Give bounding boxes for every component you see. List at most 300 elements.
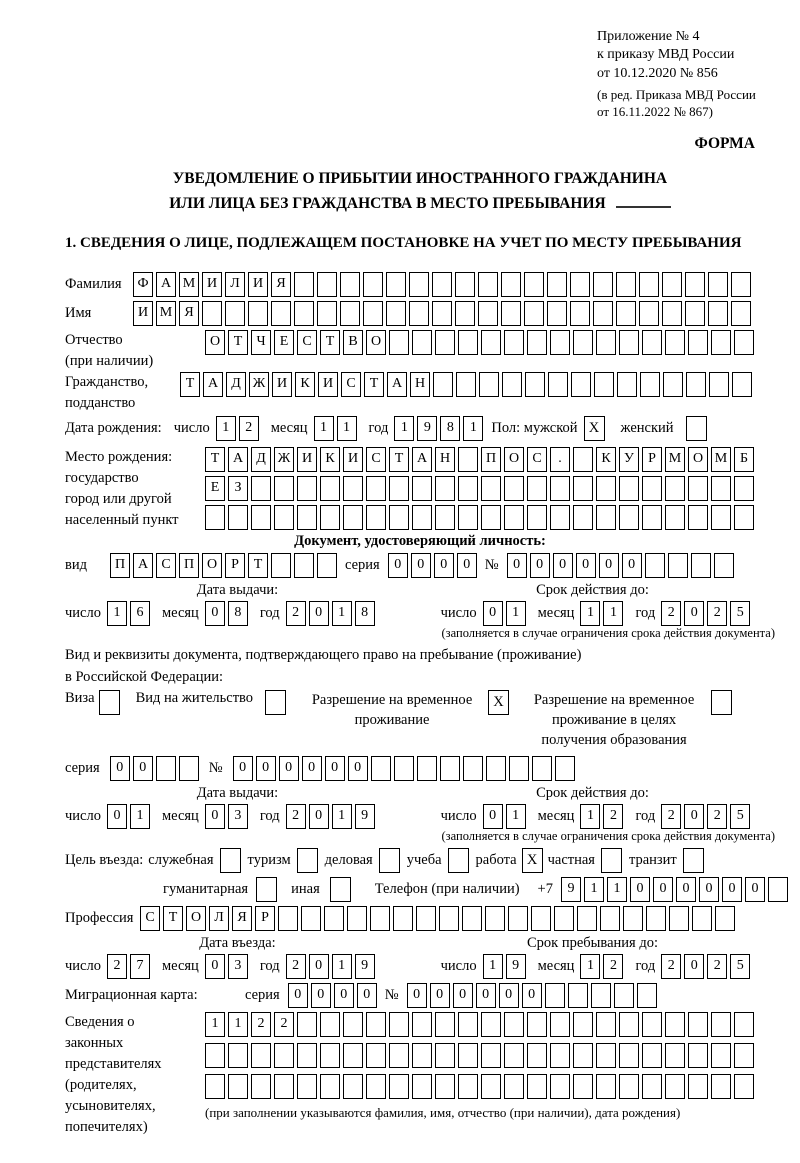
char-box[interactable] — [389, 1012, 409, 1037]
char-box[interactable] — [711, 476, 731, 501]
char-box[interactable]: Н — [410, 372, 430, 397]
char-box[interactable]: 9 — [417, 416, 437, 441]
char-box[interactable] — [619, 1012, 639, 1037]
char-box[interactable] — [455, 272, 475, 297]
char-box[interactable]: Н — [435, 447, 455, 472]
char-box[interactable] — [734, 476, 754, 501]
char-box[interactable]: 0 — [745, 877, 765, 902]
char-box[interactable] — [251, 505, 271, 530]
char-box[interactable] — [271, 553, 291, 578]
char-box[interactable] — [504, 1043, 524, 1068]
char-box[interactable] — [363, 272, 383, 297]
char-box[interactable]: 0 — [325, 756, 345, 781]
char-box[interactable] — [637, 983, 657, 1008]
char-box[interactable]: 2 — [286, 804, 306, 829]
char-box[interactable]: С — [366, 447, 386, 472]
char-box[interactable]: Т — [228, 330, 248, 355]
char-box[interactable] — [688, 1043, 708, 1068]
char-box[interactable] — [324, 906, 344, 931]
char-box[interactable]: В — [343, 330, 363, 355]
char-box[interactable] — [412, 476, 432, 501]
char-box[interactable] — [734, 1012, 754, 1037]
char-box[interactable] — [525, 372, 545, 397]
char-box[interactable]: 0 — [522, 983, 542, 1008]
char-box[interactable] — [570, 301, 590, 326]
char-box[interactable]: 5 — [730, 804, 750, 829]
char-box[interactable] — [547, 272, 567, 297]
char-box[interactable]: 1 — [394, 416, 414, 441]
char-box[interactable] — [363, 301, 383, 326]
char-box[interactable]: С — [527, 447, 547, 472]
char-box[interactable]: 0 — [553, 553, 573, 578]
char-box[interactable] — [527, 476, 547, 501]
char-box[interactable] — [642, 476, 662, 501]
char-box[interactable]: 5 — [730, 601, 750, 626]
char-box[interactable]: А — [156, 272, 176, 297]
char-box[interactable]: К — [596, 447, 616, 472]
char-box[interactable] — [320, 505, 340, 530]
char-box[interactable]: 0 — [576, 553, 596, 578]
char-box[interactable] — [731, 272, 751, 297]
char-box[interactable] — [320, 476, 340, 501]
char-box[interactable] — [481, 1043, 501, 1068]
char-box[interactable] — [665, 330, 685, 355]
char-box[interactable]: 0 — [279, 756, 299, 781]
char-box[interactable] — [665, 1043, 685, 1068]
char-box[interactable]: И — [343, 447, 363, 472]
char-box[interactable]: 9 — [355, 954, 375, 979]
char-box[interactable] — [711, 1012, 731, 1037]
char-box[interactable] — [568, 983, 588, 1008]
char-box[interactable] — [366, 1012, 386, 1037]
char-box[interactable] — [600, 906, 620, 931]
char-box[interactable] — [481, 505, 501, 530]
char-box[interactable] — [251, 476, 271, 501]
char-box[interactable]: 2 — [661, 954, 681, 979]
char-box[interactable] — [527, 1012, 547, 1037]
char-box[interactable] — [547, 301, 567, 326]
char-box[interactable] — [393, 906, 413, 931]
char-box[interactable]: 0 — [388, 553, 408, 578]
char-box[interactable] — [205, 1043, 225, 1068]
char-box[interactable]: П — [179, 553, 199, 578]
char-box[interactable] — [645, 553, 665, 578]
char-box[interactable] — [251, 1074, 271, 1099]
char-box[interactable] — [458, 505, 478, 530]
char-box[interactable] — [389, 1074, 409, 1099]
char-box[interactable]: Я — [179, 301, 199, 326]
purpose-official-checkbox[interactable] — [220, 848, 241, 873]
char-box[interactable] — [343, 1043, 363, 1068]
char-box[interactable] — [458, 1012, 478, 1037]
char-box[interactable]: 0 — [309, 804, 329, 829]
char-box[interactable]: 0 — [499, 983, 519, 1008]
char-box[interactable] — [642, 330, 662, 355]
char-box[interactable] — [439, 906, 459, 931]
char-box[interactable] — [619, 505, 639, 530]
char-box[interactable]: 0 — [309, 601, 329, 626]
char-box[interactable]: О — [504, 447, 524, 472]
char-box[interactable] — [527, 330, 547, 355]
char-box[interactable] — [596, 1074, 616, 1099]
char-box[interactable] — [294, 553, 314, 578]
char-box[interactable] — [412, 1074, 432, 1099]
char-box[interactable] — [619, 1043, 639, 1068]
char-box[interactable] — [639, 272, 659, 297]
char-box[interactable] — [570, 272, 590, 297]
char-box[interactable]: 1 — [130, 804, 150, 829]
char-box[interactable]: Д — [251, 447, 271, 472]
char-box[interactable] — [708, 272, 728, 297]
char-box[interactable] — [366, 1043, 386, 1068]
char-box[interactable] — [685, 272, 705, 297]
char-box[interactable] — [596, 476, 616, 501]
char-box[interactable] — [458, 1074, 478, 1099]
residence-permit-checkbox[interactable] — [265, 690, 286, 715]
char-box[interactable]: П — [110, 553, 130, 578]
char-box[interactable]: 1 — [607, 877, 627, 902]
char-box[interactable] — [573, 330, 593, 355]
char-box[interactable]: 2 — [286, 601, 306, 626]
char-box[interactable] — [524, 272, 544, 297]
char-box[interactable] — [205, 1074, 225, 1099]
char-box[interactable]: 0 — [630, 877, 650, 902]
char-box[interactable]: 1 — [584, 877, 604, 902]
char-box[interactable] — [596, 505, 616, 530]
char-box[interactable]: 0 — [309, 954, 329, 979]
char-box[interactable] — [278, 906, 298, 931]
char-box[interactable] — [486, 756, 506, 781]
char-box[interactable] — [462, 906, 482, 931]
char-box[interactable]: З — [228, 476, 248, 501]
char-box[interactable] — [508, 906, 528, 931]
char-box[interactable]: К — [320, 447, 340, 472]
char-box[interactable]: 0 — [507, 553, 527, 578]
char-box[interactable]: 2 — [274, 1012, 294, 1037]
char-box[interactable] — [416, 906, 436, 931]
char-box[interactable] — [225, 301, 245, 326]
char-box[interactable]: О — [202, 553, 222, 578]
char-box[interactable]: И — [297, 447, 317, 472]
char-box[interactable] — [386, 301, 406, 326]
char-box[interactable] — [274, 1074, 294, 1099]
char-box[interactable] — [274, 505, 294, 530]
char-box[interactable] — [228, 505, 248, 530]
char-box[interactable]: А — [412, 447, 432, 472]
char-box[interactable]: Я — [232, 906, 252, 931]
char-box[interactable]: Т — [320, 330, 340, 355]
char-box[interactable] — [577, 906, 597, 931]
char-box[interactable]: 0 — [133, 756, 153, 781]
char-box[interactable] — [711, 1074, 731, 1099]
char-box[interactable] — [205, 505, 225, 530]
char-box[interactable]: 9 — [355, 804, 375, 829]
char-box[interactable] — [412, 1043, 432, 1068]
purpose-tourism-checkbox[interactable] — [297, 848, 318, 873]
char-box[interactable] — [504, 476, 524, 501]
char-box[interactable]: 8 — [228, 601, 248, 626]
char-box[interactable]: И — [318, 372, 338, 397]
char-box[interactable] — [734, 330, 754, 355]
char-box[interactable]: Б — [734, 447, 754, 472]
char-box[interactable] — [456, 372, 476, 397]
char-box[interactable]: У — [619, 447, 639, 472]
char-box[interactable] — [228, 1074, 248, 1099]
char-box[interactable] — [417, 756, 437, 781]
char-box[interactable] — [573, 1074, 593, 1099]
char-box[interactable] — [688, 1012, 708, 1037]
char-box[interactable] — [524, 301, 544, 326]
char-box[interactable] — [366, 1074, 386, 1099]
char-box[interactable]: 0 — [110, 756, 130, 781]
char-box[interactable] — [596, 1043, 616, 1068]
char-box[interactable]: 1 — [580, 601, 600, 626]
char-box[interactable]: 0 — [476, 983, 496, 1008]
char-box[interactable] — [663, 372, 683, 397]
char-box[interactable]: О — [205, 330, 225, 355]
char-box[interactable] — [711, 505, 731, 530]
char-box[interactable] — [734, 1043, 754, 1068]
char-box[interactable] — [619, 330, 639, 355]
char-box[interactable] — [432, 272, 452, 297]
char-box[interactable] — [458, 330, 478, 355]
char-box[interactable]: 3 — [228, 954, 248, 979]
char-box[interactable]: А — [228, 447, 248, 472]
char-box[interactable]: 2 — [707, 601, 727, 626]
char-box[interactable] — [463, 756, 483, 781]
char-box[interactable]: С — [140, 906, 160, 931]
char-box[interactable] — [435, 1012, 455, 1037]
char-box[interactable] — [646, 906, 666, 931]
char-box[interactable] — [481, 1012, 501, 1037]
char-box[interactable] — [347, 906, 367, 931]
char-box[interactable] — [550, 330, 570, 355]
char-box[interactable]: 0 — [311, 983, 331, 1008]
char-box[interactable]: 0 — [483, 601, 503, 626]
char-box[interactable]: 1 — [228, 1012, 248, 1037]
char-box[interactable] — [617, 372, 637, 397]
char-box[interactable] — [389, 476, 409, 501]
char-box[interactable]: Л — [225, 272, 245, 297]
char-box[interactable] — [616, 272, 636, 297]
char-box[interactable] — [709, 372, 729, 397]
char-box[interactable] — [545, 983, 565, 1008]
char-box[interactable] — [554, 906, 574, 931]
char-box[interactable] — [343, 505, 363, 530]
char-box[interactable] — [691, 553, 711, 578]
char-box[interactable] — [734, 505, 754, 530]
char-box[interactable]: 0 — [357, 983, 377, 1008]
char-box[interactable]: 0 — [205, 601, 225, 626]
char-box[interactable] — [594, 372, 614, 397]
char-box[interactable] — [688, 505, 708, 530]
char-box[interactable] — [481, 1074, 501, 1099]
char-box[interactable]: 1 — [332, 601, 352, 626]
char-box[interactable] — [708, 301, 728, 326]
purpose-study-checkbox[interactable] — [448, 848, 469, 873]
char-box[interactable] — [501, 272, 521, 297]
char-box[interactable]: 0 — [348, 756, 368, 781]
char-box[interactable]: Е — [205, 476, 225, 501]
char-box[interactable] — [642, 505, 662, 530]
char-box[interactable] — [642, 1074, 662, 1099]
char-box[interactable]: 0 — [107, 804, 127, 829]
char-box[interactable] — [435, 1074, 455, 1099]
char-box[interactable] — [301, 906, 321, 931]
char-box[interactable] — [412, 1012, 432, 1037]
char-box[interactable]: 0 — [530, 553, 550, 578]
purpose-private-checkbox[interactable] — [601, 848, 622, 873]
char-box[interactable]: 0 — [599, 553, 619, 578]
char-box[interactable]: 1 — [205, 1012, 225, 1037]
char-box[interactable] — [366, 505, 386, 530]
char-box[interactable] — [715, 906, 735, 931]
char-box[interactable] — [317, 553, 337, 578]
char-box[interactable]: 0 — [205, 954, 225, 979]
char-box[interactable]: 2 — [707, 954, 727, 979]
char-box[interactable] — [593, 272, 613, 297]
char-box[interactable] — [435, 476, 455, 501]
char-box[interactable] — [412, 505, 432, 530]
char-box[interactable] — [548, 372, 568, 397]
char-box[interactable] — [504, 330, 524, 355]
char-box[interactable] — [485, 906, 505, 931]
char-box[interactable] — [619, 476, 639, 501]
char-box[interactable]: 1 — [332, 954, 352, 979]
char-box[interactable]: Ч — [251, 330, 271, 355]
char-box[interactable] — [532, 756, 552, 781]
char-box[interactable]: Т — [180, 372, 200, 397]
char-box[interactable] — [685, 301, 705, 326]
char-box[interactable]: Ф — [133, 272, 153, 297]
char-box[interactable] — [251, 1043, 271, 1068]
char-box[interactable]: 9 — [561, 877, 581, 902]
char-box[interactable] — [711, 1043, 731, 1068]
char-box[interactable]: 0 — [684, 601, 704, 626]
char-box[interactable]: 2 — [603, 804, 623, 829]
char-box[interactable] — [297, 1043, 317, 1068]
char-box[interactable]: 0 — [676, 877, 696, 902]
char-box[interactable]: 0 — [699, 877, 719, 902]
char-box[interactable]: 0 — [334, 983, 354, 1008]
char-box[interactable] — [179, 756, 199, 781]
char-box[interactable]: 6 — [130, 601, 150, 626]
char-box[interactable]: 2 — [661, 804, 681, 829]
char-box[interactable]: Д — [226, 372, 246, 397]
char-box[interactable]: Я — [271, 272, 291, 297]
char-box[interactable] — [481, 330, 501, 355]
char-box[interactable] — [692, 906, 712, 931]
char-box[interactable]: 8 — [355, 601, 375, 626]
char-box[interactable]: 2 — [251, 1012, 271, 1037]
char-box[interactable] — [389, 1043, 409, 1068]
char-box[interactable]: Т — [205, 447, 225, 472]
char-box[interactable]: 0 — [302, 756, 322, 781]
char-box[interactable]: С — [156, 553, 176, 578]
char-box[interactable]: 8 — [440, 416, 460, 441]
char-box[interactable]: А — [203, 372, 223, 397]
char-box[interactable] — [481, 476, 501, 501]
char-box[interactable] — [297, 1074, 317, 1099]
char-box[interactable] — [688, 330, 708, 355]
char-box[interactable] — [642, 1012, 662, 1037]
char-box[interactable] — [343, 1012, 363, 1037]
char-box[interactable]: О — [186, 906, 206, 931]
char-box[interactable]: 1 — [506, 804, 526, 829]
char-box[interactable]: О — [688, 447, 708, 472]
char-box[interactable]: А — [387, 372, 407, 397]
char-box[interactable] — [455, 301, 475, 326]
char-box[interactable]: С — [297, 330, 317, 355]
char-box[interactable] — [573, 476, 593, 501]
char-box[interactable] — [320, 1012, 340, 1037]
char-box[interactable]: 2 — [239, 416, 259, 441]
char-box[interactable] — [478, 301, 498, 326]
char-box[interactable]: 1 — [107, 601, 127, 626]
char-box[interactable] — [509, 756, 529, 781]
char-box[interactable]: 1 — [580, 804, 600, 829]
char-box[interactable]: 0 — [288, 983, 308, 1008]
char-box[interactable]: 1 — [337, 416, 357, 441]
char-box[interactable] — [458, 447, 478, 472]
char-box[interactable]: . — [550, 447, 570, 472]
char-box[interactable]: Е — [274, 330, 294, 355]
char-box[interactable]: 0 — [233, 756, 253, 781]
char-box[interactable]: Р — [642, 447, 662, 472]
char-box[interactable] — [619, 1074, 639, 1099]
char-box[interactable] — [409, 301, 429, 326]
rvp-checkbox[interactable]: X — [488, 690, 509, 715]
char-box[interactable] — [366, 476, 386, 501]
char-box[interactable] — [623, 906, 643, 931]
char-box[interactable]: 2 — [286, 954, 306, 979]
char-box[interactable] — [571, 372, 591, 397]
char-box[interactable]: П — [481, 447, 501, 472]
char-box[interactable] — [596, 1012, 616, 1037]
char-box[interactable] — [435, 1043, 455, 1068]
char-box[interactable] — [531, 906, 551, 931]
char-box[interactable] — [478, 272, 498, 297]
char-box[interactable] — [340, 301, 360, 326]
char-box[interactable] — [504, 505, 524, 530]
char-box[interactable]: Т — [248, 553, 268, 578]
char-box[interactable]: 1 — [314, 416, 334, 441]
purpose-transit-checkbox[interactable] — [683, 848, 704, 873]
char-box[interactable] — [317, 272, 337, 297]
char-box[interactable] — [550, 1043, 570, 1068]
char-box[interactable] — [573, 447, 593, 472]
char-box[interactable]: И — [272, 372, 292, 397]
char-box[interactable]: 5 — [730, 954, 750, 979]
char-box[interactable]: Т — [163, 906, 183, 931]
char-box[interactable] — [527, 1043, 547, 1068]
char-box[interactable] — [714, 553, 734, 578]
char-box[interactable] — [639, 301, 659, 326]
char-box[interactable]: 0 — [453, 983, 473, 1008]
char-box[interactable] — [435, 330, 455, 355]
char-box[interactable] — [665, 1074, 685, 1099]
char-box[interactable]: И — [202, 272, 222, 297]
char-box[interactable] — [458, 476, 478, 501]
char-box[interactable] — [297, 476, 317, 501]
purpose-work-checkbox[interactable]: X — [522, 848, 543, 873]
char-box[interactable] — [550, 505, 570, 530]
char-box[interactable] — [550, 476, 570, 501]
char-box[interactable]: Т — [364, 372, 384, 397]
char-box[interactable] — [527, 1074, 547, 1099]
char-box[interactable]: 1 — [603, 601, 623, 626]
char-box[interactable] — [340, 272, 360, 297]
